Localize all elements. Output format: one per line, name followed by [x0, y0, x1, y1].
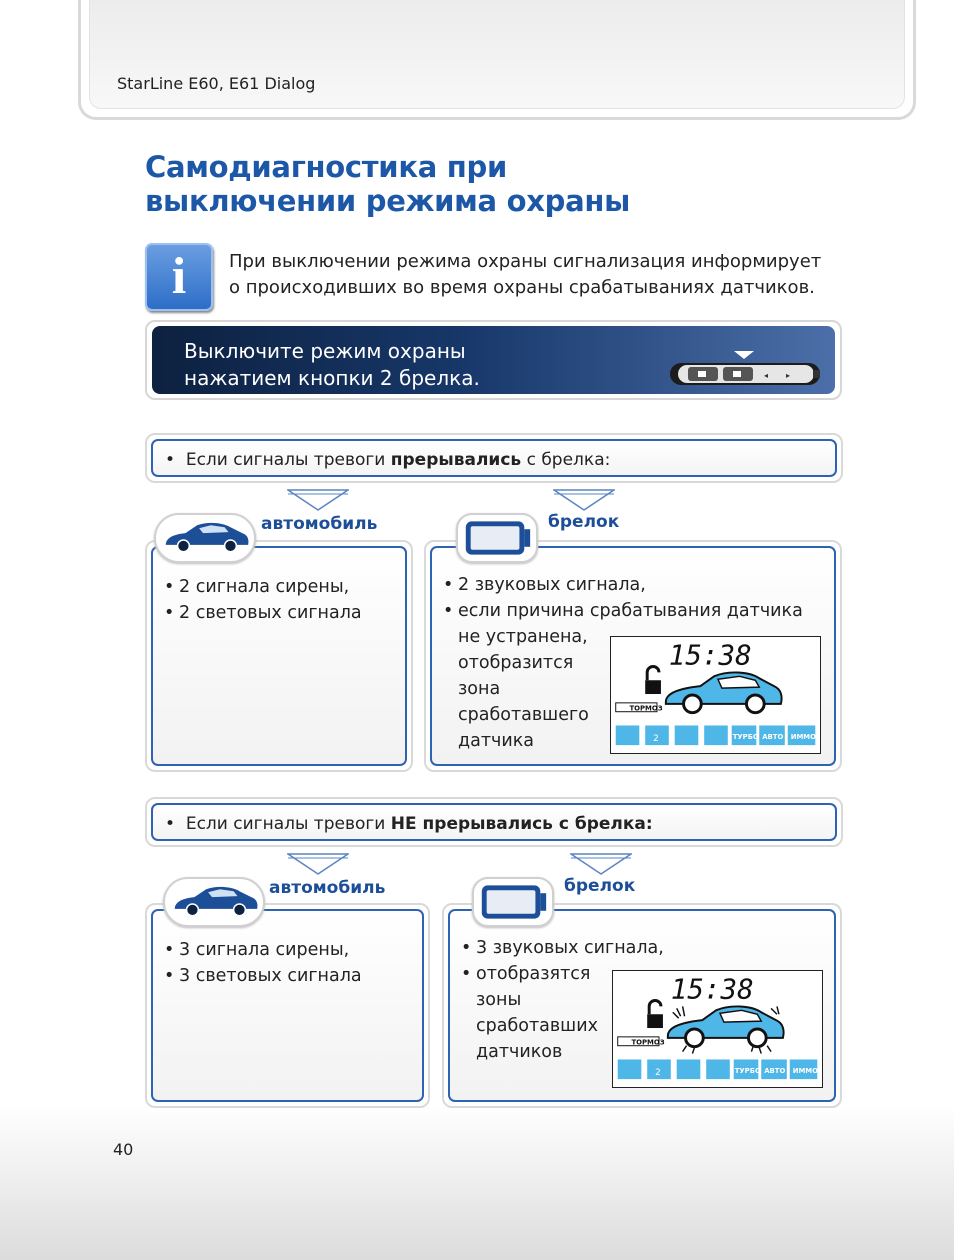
- lcd-immo: ИММО: [792, 1067, 818, 1076]
- page-title-line-2: выключении режима охраны: [145, 184, 631, 218]
- car-lcd-icon: [668, 1006, 784, 1046]
- down-arrow-icon: [553, 489, 615, 511]
- lcd-time: 15:38: [670, 973, 754, 1006]
- lcd-btn2: 2: [655, 1068, 661, 1079]
- car-icon: [156, 515, 254, 561]
- lcd-turbo: ТУРБО: [732, 733, 759, 742]
- car-list-1: [164, 574, 362, 626]
- car-badge-1: [154, 513, 256, 563]
- info-icon: [145, 243, 213, 311]
- condition-2-bold: НЕ прерывались с брелка:: [390, 814, 653, 834]
- list-item: • 2 световых сигнала: [164, 600, 362, 626]
- list-item: • 2 сигнала сирены,: [164, 574, 362, 600]
- fob-1-item2-line-4: зона: [458, 679, 501, 699]
- info-icon-glyph: i: [171, 248, 187, 305]
- footer-gradient: [0, 1105, 954, 1260]
- fob-1-item2-line-3: отобразится: [458, 653, 574, 673]
- keyfob-icon: [474, 879, 552, 925]
- header-frame: [78, 0, 916, 120]
- car-lcd-icon: [666, 672, 782, 712]
- action-line-2: нажатием кнопки 2 брелка.: [184, 366, 480, 390]
- action-banner: [152, 326, 835, 394]
- car-label-1: автомобиль: [261, 514, 378, 534]
- keyfob-buttons-icon: [670, 349, 820, 387]
- page-number: 40: [113, 1140, 134, 1159]
- lcd-status-row: [616, 725, 816, 745]
- action-line-1: Выключите режим охраны: [184, 339, 466, 363]
- car-label-2: автомобиль: [269, 878, 386, 898]
- fob-badge-2: [472, 877, 554, 927]
- condition-text-2: • Если сигналы тревоги НЕ прерывались с брелка:: [165, 814, 653, 834]
- lock-icon: [647, 1000, 663, 1028]
- lcd-display-2: [612, 970, 823, 1088]
- intro-line-2: о происходивших во время охраны срабатываниях датчиков.: [229, 277, 815, 298]
- fob-1-item2-line-6: датчика: [458, 731, 535, 751]
- lcd-brake-label: ТОРМОЗ: [629, 704, 663, 713]
- page-title: [145, 150, 630, 218]
- lcd-immo: ИММО: [790, 733, 816, 742]
- car-icon: [165, 879, 263, 925]
- condition-box-2: [145, 797, 843, 847]
- down-arrow-icon: [287, 853, 349, 875]
- intro-line-1: При выключении режима охраны сигнализация информирует: [229, 251, 822, 272]
- page-title-line-1: Самодиагностика при: [145, 150, 507, 184]
- condition-text-1: • Если сигналы тревоги прерывались с брелка:: [165, 450, 611, 470]
- action-box: [145, 320, 842, 400]
- fob-label-2: брелок: [564, 876, 636, 896]
- fob-2-item2-line-2: зоны: [476, 990, 522, 1010]
- lcd-display-1: [610, 636, 821, 754]
- svg-text:▸: ▸: [786, 371, 791, 380]
- down-arrow-icon: [570, 853, 632, 875]
- keyfob-icon: [458, 515, 536, 561]
- list-item: • 3 световых сигнала: [164, 963, 362, 989]
- lcd-auto: АВТО: [764, 1067, 786, 1076]
- fob-badge-1: [456, 513, 538, 563]
- fob-1-item2-line-5: сработавшего: [458, 705, 589, 725]
- fob-2-item2-line-3: сработавших: [476, 1016, 598, 1036]
- condition-1-suffix: с брелка:: [521, 450, 611, 470]
- press-indicator-icon: [734, 351, 754, 359]
- lcd-turbo: ТУРБО: [734, 1067, 761, 1076]
- car-badge-2: [163, 877, 265, 927]
- fob-1-item2-line-1: если причина срабатывания датчика: [458, 601, 803, 621]
- header-title: StarLine E60, E61 Dialog: [117, 74, 316, 93]
- lcd-auto: АВТО: [762, 733, 784, 742]
- list-item: • 3 сигнала сирены,: [164, 937, 362, 963]
- list-item: • 2 звуковых сигнала,: [443, 572, 803, 598]
- lock-icon: [645, 666, 661, 694]
- lcd-btn2: 2: [653, 734, 659, 745]
- fob-2-item2-line-1: отобразятся: [476, 964, 591, 984]
- intro-text: [229, 249, 821, 301]
- list-item: • 3 звуковых сигнала,: [461, 935, 664, 961]
- car-panel-2: [145, 903, 430, 1108]
- fob-2-item2-line-4: датчиков: [476, 1042, 563, 1062]
- down-arrow-icon: [287, 489, 349, 511]
- condition-1-prefix: Если сигналы тревоги: [185, 450, 391, 470]
- svg-text:◂: ◂: [764, 371, 769, 380]
- condition-2-prefix: Если сигналы тревоги: [185, 814, 391, 834]
- lcd-time: 15:38: [668, 639, 752, 672]
- lcd-brake-label: ТОРМОЗ: [631, 1038, 665, 1047]
- car-panel-1: [145, 540, 413, 772]
- lcd-status-row: [618, 1059, 818, 1079]
- action-text: [184, 338, 480, 392]
- condition-box-1: [145, 433, 843, 483]
- car-list-2: [164, 937, 362, 989]
- fob-label-1: брелок: [548, 512, 620, 532]
- fob-1-item2-line-2: не устранена,: [458, 627, 588, 647]
- condition-1-bold: прерывались: [390, 450, 522, 470]
